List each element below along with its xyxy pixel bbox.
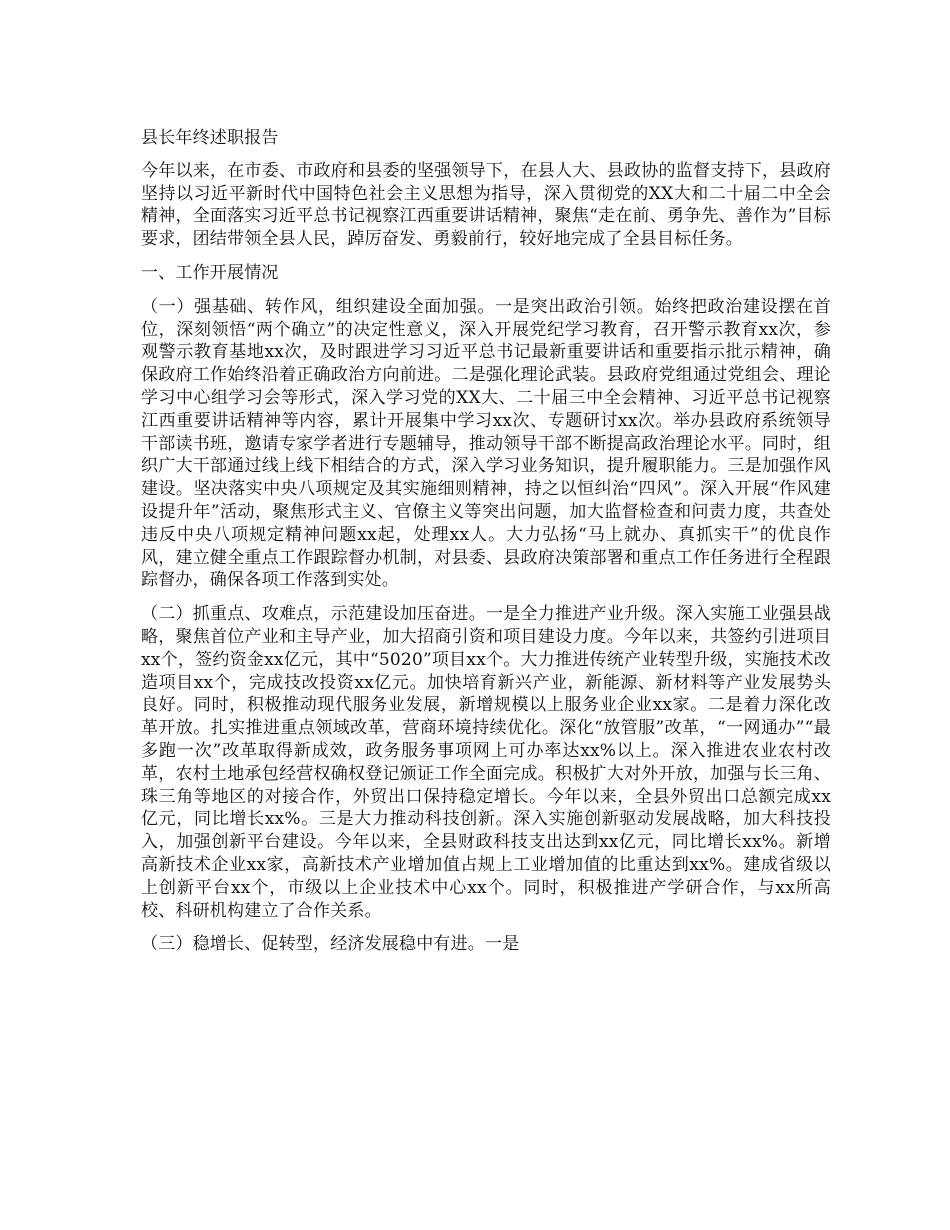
intro-paragraph: 今年以来，在市委、市政府和县委的坚强领导下，在县人大、县政协的监督支持下，县政府坚持以习近平新时代中国特色社会主义思想为指导，深入贯彻党的XX大和二十届二中全会精神，全面落实习近平总书记视察江西重要讲话精神，聚焦“走在前、勇争先、善作为”目标要求，团结带领全县人民，踔厉奋发、勇毅前行，较好地完成了全县目标任务。 <box>141 160 831 250</box>
document-title: 县长年终述职报告 <box>141 128 279 148</box>
paragraph-key-points: （二）抓重点、攻难点，示范建设加压奋进。一是全力推进产业升级。深入实施工业强县战略，聚焦首位产业和主导产业，加大招商引资和项目建设力度。今年以来，共签约引进项目xx个，签约资金xx亿元，其中“5020”项目xx个。大力推进传统产业转型升级，实施技术改造项目xx个，完成技改投资xx亿元。加快培育新兴产业，新能源、新材料等产业发展势头良好。同时，积极推动现代服务业发展，新增规模以上服务业企业xx家。二是着力深化改革开放。扎实推进重点领域改革，营商环境持续优化。深化“放管服”改革，“一网通办”“最多跑一次”改革取得新成效，政务服务事项网上可办率达xx%以上。深入推进农业农村改革，农村土地承包经营权确权登记颁证工作全面完成。积极扩大对外开放，加强与长三角、珠三角等地区的对接合作，外贸出口保持稳定增长。今年以来，全县外贸出口总额完成xx亿元，同比增长xx%。三是大力推动科技创新。深入实施创新驱动发展战略，加大科技投入，加强创新平台建设。今年以来，全县财政科技支出达到xx亿元，同比增长xx%。新增高新技术企业xx家，高新技术产业增加值占规上工业增加值的比重达到xx%。建成省级以上创新平台xx个，市级以上企业技术中心xx个。同时，积极推进产学研合作，与xx所高校、科研机构建立了合作关系。 <box>141 604 831 921</box>
paragraph-economy: （三）稳增长、促转型，经济发展稳中有进。一是 <box>141 934 520 955</box>
paragraph-organization: （一）强基础、转作风，组织建设全面加强。一是突出政治引领。始终把政治建设摆在首位，深刻领悟“两个确立”的决定性意义，深入开展党纪学习教育，召开警示教育xx次，参观警示教育基地xx次，及时跟进学习习近平总书记最新重要讲话和重要指示批示精神，确保政府工作始终沿着正确政治方向前进。二是强化理论武装。县政府党组通过党组会、理论学习中心组学习会等形式，深入学习党的XX大、二十届三中全会精神、习近平总书记视察江西重要讲话精神等内容，累计开展集中学习xx次、专题研讨xx次。举办县政府系统领导干部读书班，邀请专家学者进行专题辅导，推动领导干部不断提高政治理论水平。同时，组织广大干部通过线上线下相结合的方式，深入学习业务知识，提升履职能力。三是加强作风建设。坚决落实中央八项规定及其实施细则精神，持之以恒纠治“四风”。深入开展“作风建设提升年”活动，聚焦形式主义、官僚主义等突出问题，加大监督检查和问责力度，共查处违反中央八项规定精神问题xx起，处理xx人。大力弘扬“马上就办、真抓实干”的优良作风，建立健全重点工作跟踪督办机制，对县委、县政府决策部署和重点工作任务进行全程跟踪督办，确保各项工作落到实处。 <box>141 296 831 591</box>
section-heading: 一、工作开展情况 <box>141 262 279 283</box>
document-body <box>141 127 831 967</box>
